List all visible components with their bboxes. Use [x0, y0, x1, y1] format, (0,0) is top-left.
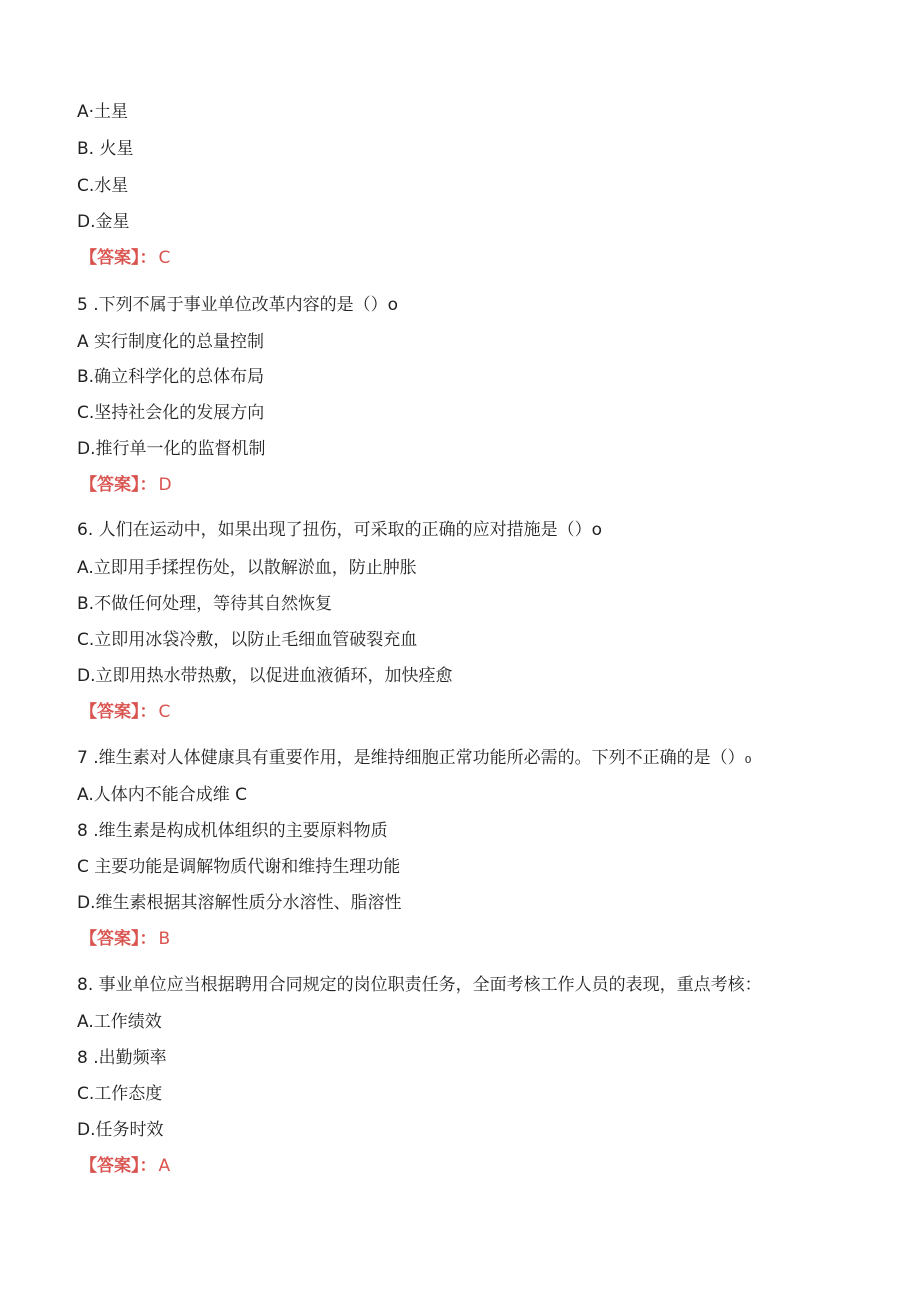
option-text: D.任务时效: [77, 1120, 164, 1140]
answer-value: A: [158, 1156, 171, 1176]
answer-label: 【答案】：: [80, 1156, 157, 1176]
answer-line: [80, 701, 170, 723]
question-text: 6. 人们在运动中，如果出现了扭伤，可采取的正确的应对措施是（）o: [77, 520, 603, 540]
option-text: 8 .维生素是构成机体组织的主要原料物质: [77, 821, 388, 841]
question-text: 5 .下列不属于事业单位改革内容的是（）o: [77, 295, 399, 315]
answer-value: D: [158, 475, 172, 495]
answer-label: 【答案】：: [80, 475, 157, 495]
option-text: C 主要功能是调解物质代谢和维持生理功能: [77, 857, 401, 877]
option-text: D.立即用热水带热敷，以促进血液循环，加快痊愈: [77, 666, 453, 686]
answer-value: C: [158, 702, 171, 722]
answer-label: 【答案】：: [80, 929, 157, 949]
option-text: A.立即用手揉捏伤处，以散解淤血，防止肿胀: [77, 558, 417, 578]
option-text: A 实行制度化的总量控制: [77, 332, 265, 352]
option-text: C.水星: [77, 176, 129, 196]
answer-line: [80, 247, 170, 269]
option-text: A.人体内不能合成维 C: [77, 785, 248, 805]
answer-label: 【答案】：: [80, 702, 157, 722]
option-text: D.维生素根据其溶解性质分水溶性、脂溶性: [77, 893, 402, 913]
answer-value: B: [158, 929, 171, 949]
option-text: C.坚持社会化的发展方向: [77, 403, 265, 423]
option-text: A.工作绩效: [77, 1012, 162, 1032]
option-text: B.不做任何处理，等待其自然恢复: [77, 594, 333, 614]
answer-value: C: [158, 248, 171, 268]
answer-line: [80, 474, 172, 496]
question-text: 8. 事业单位应当根据聘用合同规定的岗位职责任务，全面考核工作人员的表现，重点考核：: [77, 975, 762, 995]
option-text: C.立即用冰袋冷敷，以防止毛细血管破裂充血: [77, 630, 418, 650]
answer-line: [80, 1155, 170, 1177]
option-text: B. 火星: [77, 139, 134, 159]
answer-label: 【答案】：: [80, 248, 157, 268]
option-text: D.推行单一化的监督机制: [77, 439, 266, 459]
answer-line: [80, 928, 170, 950]
option-text: C.工作态度: [77, 1084, 163, 1104]
option-text: A·土星: [77, 102, 129, 122]
option-text: D.金星: [77, 212, 130, 232]
option-text: 8 .出勤频率: [77, 1048, 167, 1068]
question-text: 7 .维生素对人体健康具有重要作用，是维持细胞正常功能所必需的。下列不正确的是（）₀: [77, 748, 752, 768]
option-text: B.确立科学化的总体布局: [77, 367, 265, 387]
